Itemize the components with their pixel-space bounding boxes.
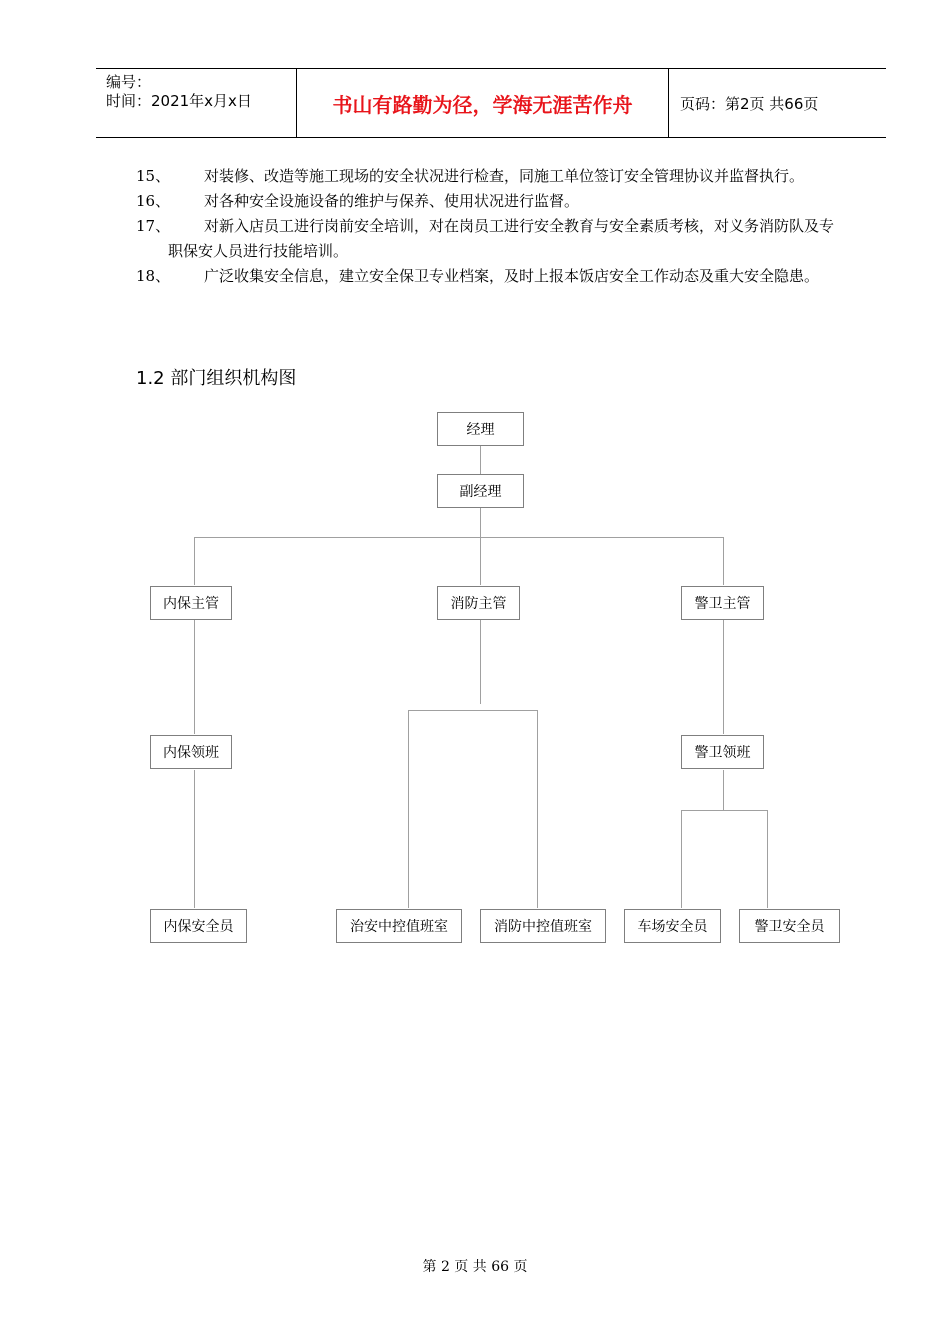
connector-line — [480, 538, 481, 585]
org-node-internal-security-head: 内保主管 — [150, 586, 232, 620]
connector-line — [723, 537, 724, 585]
list-item-number: 15、 — [136, 167, 171, 185]
org-node-deputy-manager: 副经理 — [437, 474, 524, 508]
connector-line — [681, 810, 768, 811]
org-node-fire-control-room: 消防中控值班室 — [480, 909, 606, 943]
list-item-text: 广泛收集安全信息，建立安全保卫专业档案，及时上报本饭店安全工作动态及重大安全隐患。 — [204, 267, 820, 285]
connector-line — [194, 537, 724, 538]
doc-time: 时间：2021年x月x日 — [106, 92, 252, 110]
connector-line — [480, 620, 481, 704]
header-page-info: 页码：第2页 共66页 — [680, 94, 819, 113]
org-node-guard-security-staff: 警卫安全员 — [739, 909, 840, 943]
connector-line — [480, 508, 481, 538]
list-item-number: 18、 — [136, 267, 171, 285]
doc-number-label: 编号： — [106, 73, 152, 91]
org-node-guard-head: 警卫主管 — [681, 586, 764, 620]
list-item-text: 对新入店员工进行岗前安全培训，对在岗员工进行安全教育与安全素质考核，对义务消防队及专职保安人员进行技能培训。 — [168, 217, 835, 260]
page-footer: 第 2 页 共 66 页 — [422, 1259, 528, 1275]
connector-line — [723, 620, 724, 734]
connector-line — [408, 710, 538, 711]
org-node-guard-lead: 警卫领班 — [681, 735, 764, 769]
connector-line — [681, 810, 682, 908]
list-item-number: 16、 — [136, 192, 171, 210]
org-node-internal-security-lead: 内保领班 — [150, 735, 232, 769]
connector-line — [194, 537, 195, 585]
org-node-internal-security-staff: 内保安全员 — [150, 909, 247, 943]
list-item-text: 对装修、改造等施工现场的安全状况进行检查，同施工单位签订安全管理协议并监督执行。 — [204, 167, 805, 185]
org-node-fire-head: 消防主管 — [437, 586, 520, 620]
connector-line — [537, 710, 538, 908]
org-node-parking-security-staff: 车场安全员 — [624, 909, 721, 943]
list-item-text: 对各种安全设施设备的维护与保养、使用状况进行监督。 — [204, 192, 580, 210]
connector-line — [767, 810, 768, 908]
section-title: 1.2 部门组织机构图 — [136, 368, 297, 389]
connector-line — [723, 770, 724, 810]
connector-line — [480, 446, 481, 475]
connector-line — [194, 620, 195, 734]
org-node-manager: 经理 — [437, 412, 524, 446]
org-node-security-control-room: 治安中控值班室 — [336, 909, 462, 943]
list-item-number: 17、 — [136, 217, 171, 235]
connector-line — [194, 770, 195, 908]
header-motto: 书山有路勤为径，学海无涯苦作舟 — [332, 92, 633, 117]
connector-line — [408, 710, 409, 908]
